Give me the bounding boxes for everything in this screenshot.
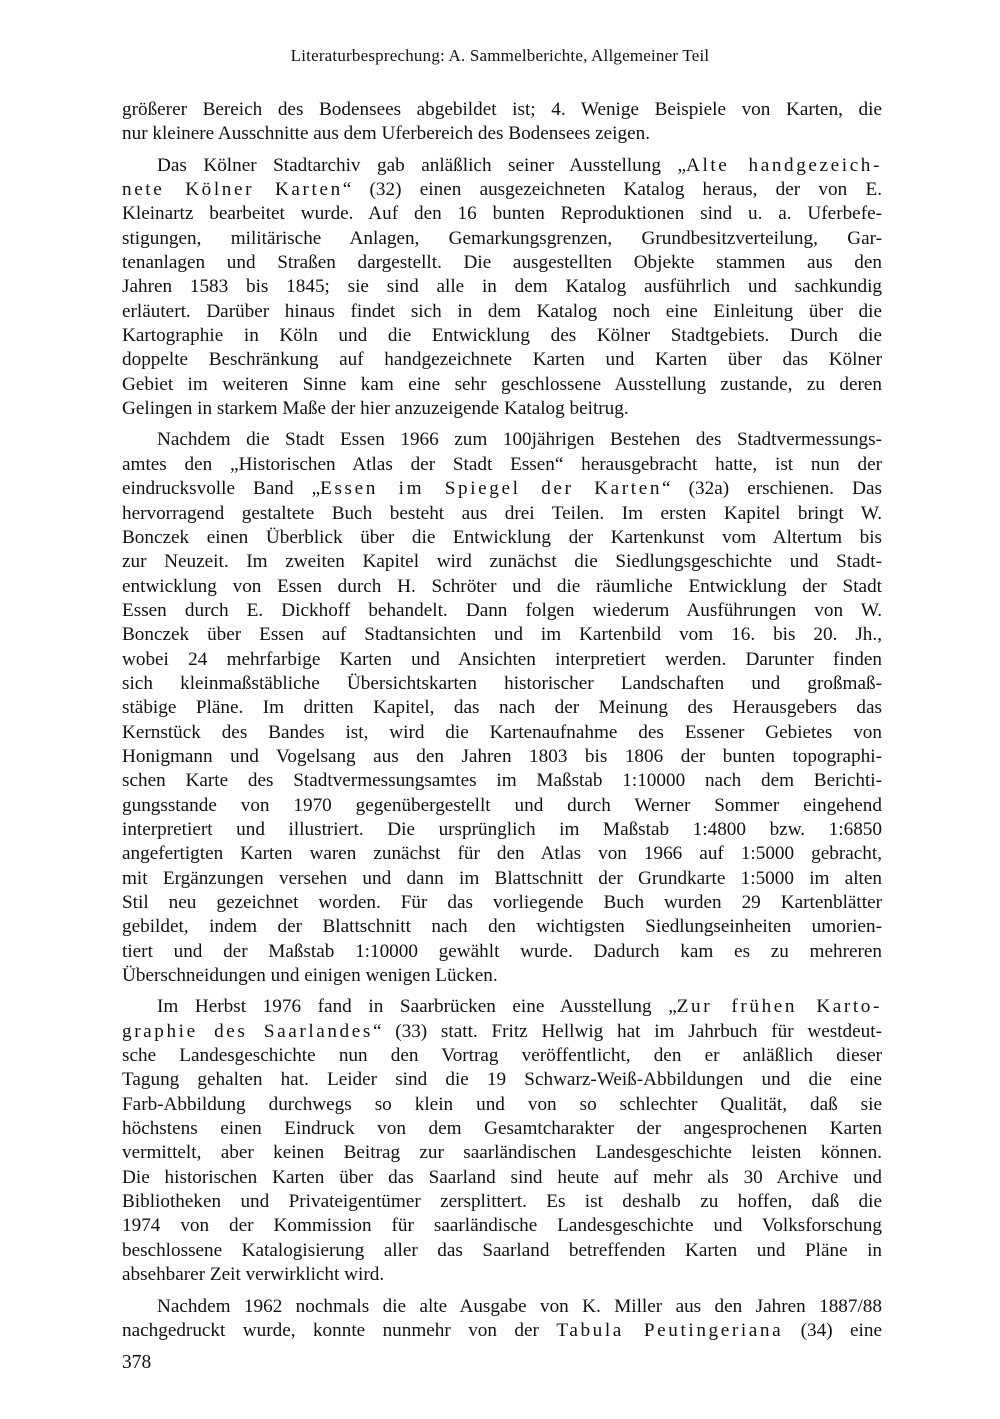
text-line: [122, 1093, 882, 1117]
text-line: [122, 227, 882, 251]
text-line: [122, 745, 882, 769]
text-segment: Stil neu gezeichnet worden. Für das vorliegende Buch wurden 29 Kartenblätter: [122, 892, 882, 913]
text-segment: Bonczek einen Überblick über die Entwicklung der Kartenkunst vom Altertum bis: [122, 526, 882, 548]
text-segment: stäbige Pläne. Im dritten Kapitel, das nach der Meinung des Herausgebers das: [122, 697, 882, 719]
text-line: [122, 154, 882, 178]
text-line: [122, 915, 882, 939]
spaced-title: Essen im Spiegel der Karten: [320, 478, 663, 500]
text-segment: beschlossene Katalogisierung aller das Saarland betreffenden Karten und Pläne in: [122, 1239, 882, 1261]
text-line: [122, 324, 882, 348]
text-segment: schen Karte des Stadtvermessungsamtes im Maßstab 1:10000 nach dem Berichti-: [122, 770, 882, 792]
text-segment: Das Kölner Stadtarchiv gab anläßlich seiner Ausstellung „: [157, 154, 686, 176]
text-segment: Die historischen Karten über das Saarland sind heute auf mehr als 30 Archive und: [122, 1166, 882, 1188]
text-line: [122, 867, 882, 891]
text-segment: höchstens einen Eindruck von dem Gesamtcharakter der angesprochenen Karten: [122, 1118, 882, 1140]
page-number: 378: [122, 1352, 152, 1373]
text-segment: entwicklung von Essen durch H. Schröter und die räumliche Entwicklung der Stadt: [122, 575, 882, 597]
text-line: [122, 995, 882, 1019]
text-segment: stigungen, militärische Anlagen, Gemarkungsgrenzen, Grundbesitzverteilung, Gar-: [122, 227, 882, 249]
text-line: [122, 300, 882, 324]
text-line: [122, 202, 882, 226]
text-segment: doppelte Beschränkung auf handgezeichnete Karten und Karten über das Kölner: [122, 349, 882, 371]
spaced-title: Alte handgezeich-: [685, 154, 882, 176]
text-segment: Kartographie in Köln und die Entwicklung des Kölner Stadtgebiets. Durch die: [122, 325, 882, 347]
text-line: [122, 1020, 882, 1044]
text-segment: Nachdem die Stadt Essen 1966 zum 100jährigen Bestehen des Stadtvermessungs-: [157, 429, 882, 451]
text-segment: absehbarer Zeit verwirklicht wird.: [122, 1264, 385, 1286]
text-line: [122, 672, 882, 696]
text-line: [122, 891, 882, 915]
text-line: [122, 550, 882, 574]
text-line: [122, 1263, 882, 1287]
text-segment: sche Landesgeschichte nun den Vortrag veröffentlicht, den er anläßlich dieser: [122, 1045, 882, 1067]
text-line: [122, 373, 882, 397]
spaced-title: nete Kölner Karten: [122, 179, 343, 201]
text-segment: sich kleinmaßstäbliche Übersichtskarten historischer Landschaften und großmaß-: [122, 672, 882, 694]
text-line: [122, 794, 882, 818]
body-text: [122, 98, 882, 1350]
text-line: [122, 397, 882, 421]
text-segment: Gelingen in starkem Maße der hier anzuzeigende Katalog beitrug.: [122, 398, 629, 420]
paragraph: [122, 98, 882, 147]
text-line: [122, 502, 882, 526]
text-segment: 1974 von der Kommission für saarländische Landesgeschichte und Volksforschung: [122, 1215, 882, 1237]
text-line: [122, 1319, 882, 1343]
text-segment: “ (33) statt. Fritz Hellwig hat im Jahrbuch für westdeut-: [372, 1020, 882, 1042]
text-segment: Tagung gehalten hat. Leider sind die 19 Schwarz-Weiß-Abbildungen und die eine: [122, 1069, 882, 1091]
text-line: [122, 721, 882, 745]
running-head: Literaturbesprechung: A. Sammelberichte, Allgemeiner Teil: [290, 46, 710, 65]
text-line: [122, 178, 882, 202]
text-segment: eindrucksvolle Band „: [122, 478, 321, 500]
spaced-title: Tabula Peutingeriana: [556, 1319, 784, 1341]
text-line: [122, 575, 882, 599]
text-segment: Bibliotheken und Privateigentümer zersplittert. Es ist deshalb zu hoffen, daß die: [122, 1191, 882, 1213]
text-segment: nur kleinere Ausschnitte aus dem Uferbereich des Bodensees zeigen.: [122, 123, 651, 145]
text-line: [122, 1044, 882, 1068]
paragraph: [122, 428, 882, 988]
text-segment: Kernstück des Bandes ist, wird die Kartenaufnahme des Essener Gebietes von: [122, 721, 882, 743]
text-segment: Bonczek über Essen auf Stadtansichten und im Kartenbild vom 16. bis 20. Jh.,: [122, 624, 882, 646]
text-line: [122, 526, 882, 550]
text-segment: tiert und der Maßstab 1:10000 gewählt wurde. Dadurch kam es zu mehreren: [122, 940, 882, 962]
text-line: [122, 251, 882, 275]
text-line: [122, 1239, 882, 1263]
text-line: [122, 842, 882, 866]
paragraph: [122, 995, 882, 1287]
text-segment: interpretiert und illustriert. Die ursprünglich im Maßstab 1:4800 bzw. 1:6850: [122, 818, 882, 840]
text-segment: gungsstande von 1970 gegenübergestellt und durch Werner Sommer eingehend: [122, 794, 882, 816]
text-segment: mit Ergänzungen versehen und dann im Blattschnitt der Grundkarte 1:5000 im alten: [122, 867, 882, 889]
text-segment: vermittelt, aber keinen Beitrag zur saarländischen Landesgeschichte leisten können.: [122, 1142, 882, 1164]
text-line: [122, 623, 882, 647]
text-segment: Jahren 1583 bis 1845; sie sind alle in dem Katalog ausführlich und sachkundig: [122, 276, 882, 298]
text-line: [122, 1295, 882, 1319]
spaced-title: graphie des Saarlandes: [122, 1020, 373, 1042]
text-line: [122, 696, 882, 720]
paragraph: [122, 154, 882, 422]
text-segment: Nachdem 1962 nochmals die alte Ausgabe von K. Miller aus den Jahren 1887/88: [157, 1295, 882, 1317]
text-line: [122, 648, 882, 672]
spaced-title: Zur frühen Karto-: [676, 996, 882, 1018]
text-segment: wobei 24 mehrfarbige Karten und Ansichten interpretiert werden. Darunter finden: [122, 648, 882, 670]
text-segment: erläutert. Darüber hinaus findet sich in dem Katalog noch eine Einleitung über die: [122, 300, 882, 322]
text-line: [122, 769, 882, 793]
text-line: [122, 1068, 882, 1092]
text-segment: amtes den „Historischen Atlas der Stadt Essen“ herausgebracht hatte, ist nun der: [122, 453, 882, 475]
text-segment: “ (32) einen ausgezeichneten Katalog heraus, der von E.: [342, 179, 882, 201]
text-line: [122, 453, 882, 477]
text-line: [122, 1214, 882, 1238]
text-line: [122, 1117, 882, 1141]
paragraph: [122, 1295, 882, 1344]
text-line: [122, 122, 882, 146]
text-line: [122, 428, 882, 452]
text-segment: gebildet, indem der Blattschnitt nach den wichtigsten Siedlungseinheiten umorien-: [122, 916, 882, 938]
text-line: [122, 477, 882, 501]
text-segment: Überschneidungen und einigen wenigen Lücken.: [122, 965, 498, 987]
text-segment: “ (32a) erschienen. Das: [662, 478, 882, 500]
text-segment: hervorragend gestaltete Buch besteht aus drei Teilen. Im ersten Kapitel bringt W.: [122, 502, 882, 524]
text-segment: (34) eine: [783, 1319, 882, 1341]
text-segment: nachgedruckt wurde, konnte nunmehr von der: [122, 1319, 557, 1341]
text-segment: angefertigten Karten waren zunächst für den Atlas von 1966 auf 1:5000 gebracht,: [122, 843, 882, 865]
text-line: [122, 940, 882, 964]
text-segment: Honigmann und Vogelsang aus den Jahren 1803 bis 1806 der bunten topographi-: [122, 745, 882, 767]
text-line: [122, 98, 882, 122]
text-segment: Essen durch E. Dickhoff behandelt. Dann folgen wiederum Ausführungen von W.: [122, 599, 882, 621]
text-line: [122, 599, 882, 623]
text-line: [122, 1166, 882, 1190]
text-segment: Im Herbst 1976 fand in Saarbrücken eine Ausstellung „: [157, 996, 677, 1018]
text-line: [122, 818, 882, 842]
text-segment: Kleinartz bearbeitet wurde. Auf den 16 bunten Reproduktionen sind u. a. Uferbefe-: [122, 203, 882, 225]
text-line: [122, 1141, 882, 1165]
text-segment: Gebiet im weiteren Sinne kam eine sehr geschlossene Ausstellung zustande, zu deren: [122, 373, 882, 395]
text-segment: zur Neuzeit. Im zweiten Kapitel wird zunächst die Siedlungsgeschichte und Stadt-: [122, 551, 882, 573]
text-line: [122, 275, 882, 299]
text-segment: tenanlagen und Straßen dargestellt. Die ausgestellten Objekte stammen aus den: [122, 252, 882, 274]
text-segment: Farb-Abbildung durchwegs so klein und von so schlechter Qualität, daß sie: [122, 1093, 882, 1115]
text-line: [122, 1190, 882, 1214]
text-segment: größerer Bereich des Bodensees abgebildet ist; 4. Wenige Beispiele von Karten, die: [122, 99, 882, 120]
text-line: [122, 964, 882, 988]
text-line: [122, 348, 882, 372]
